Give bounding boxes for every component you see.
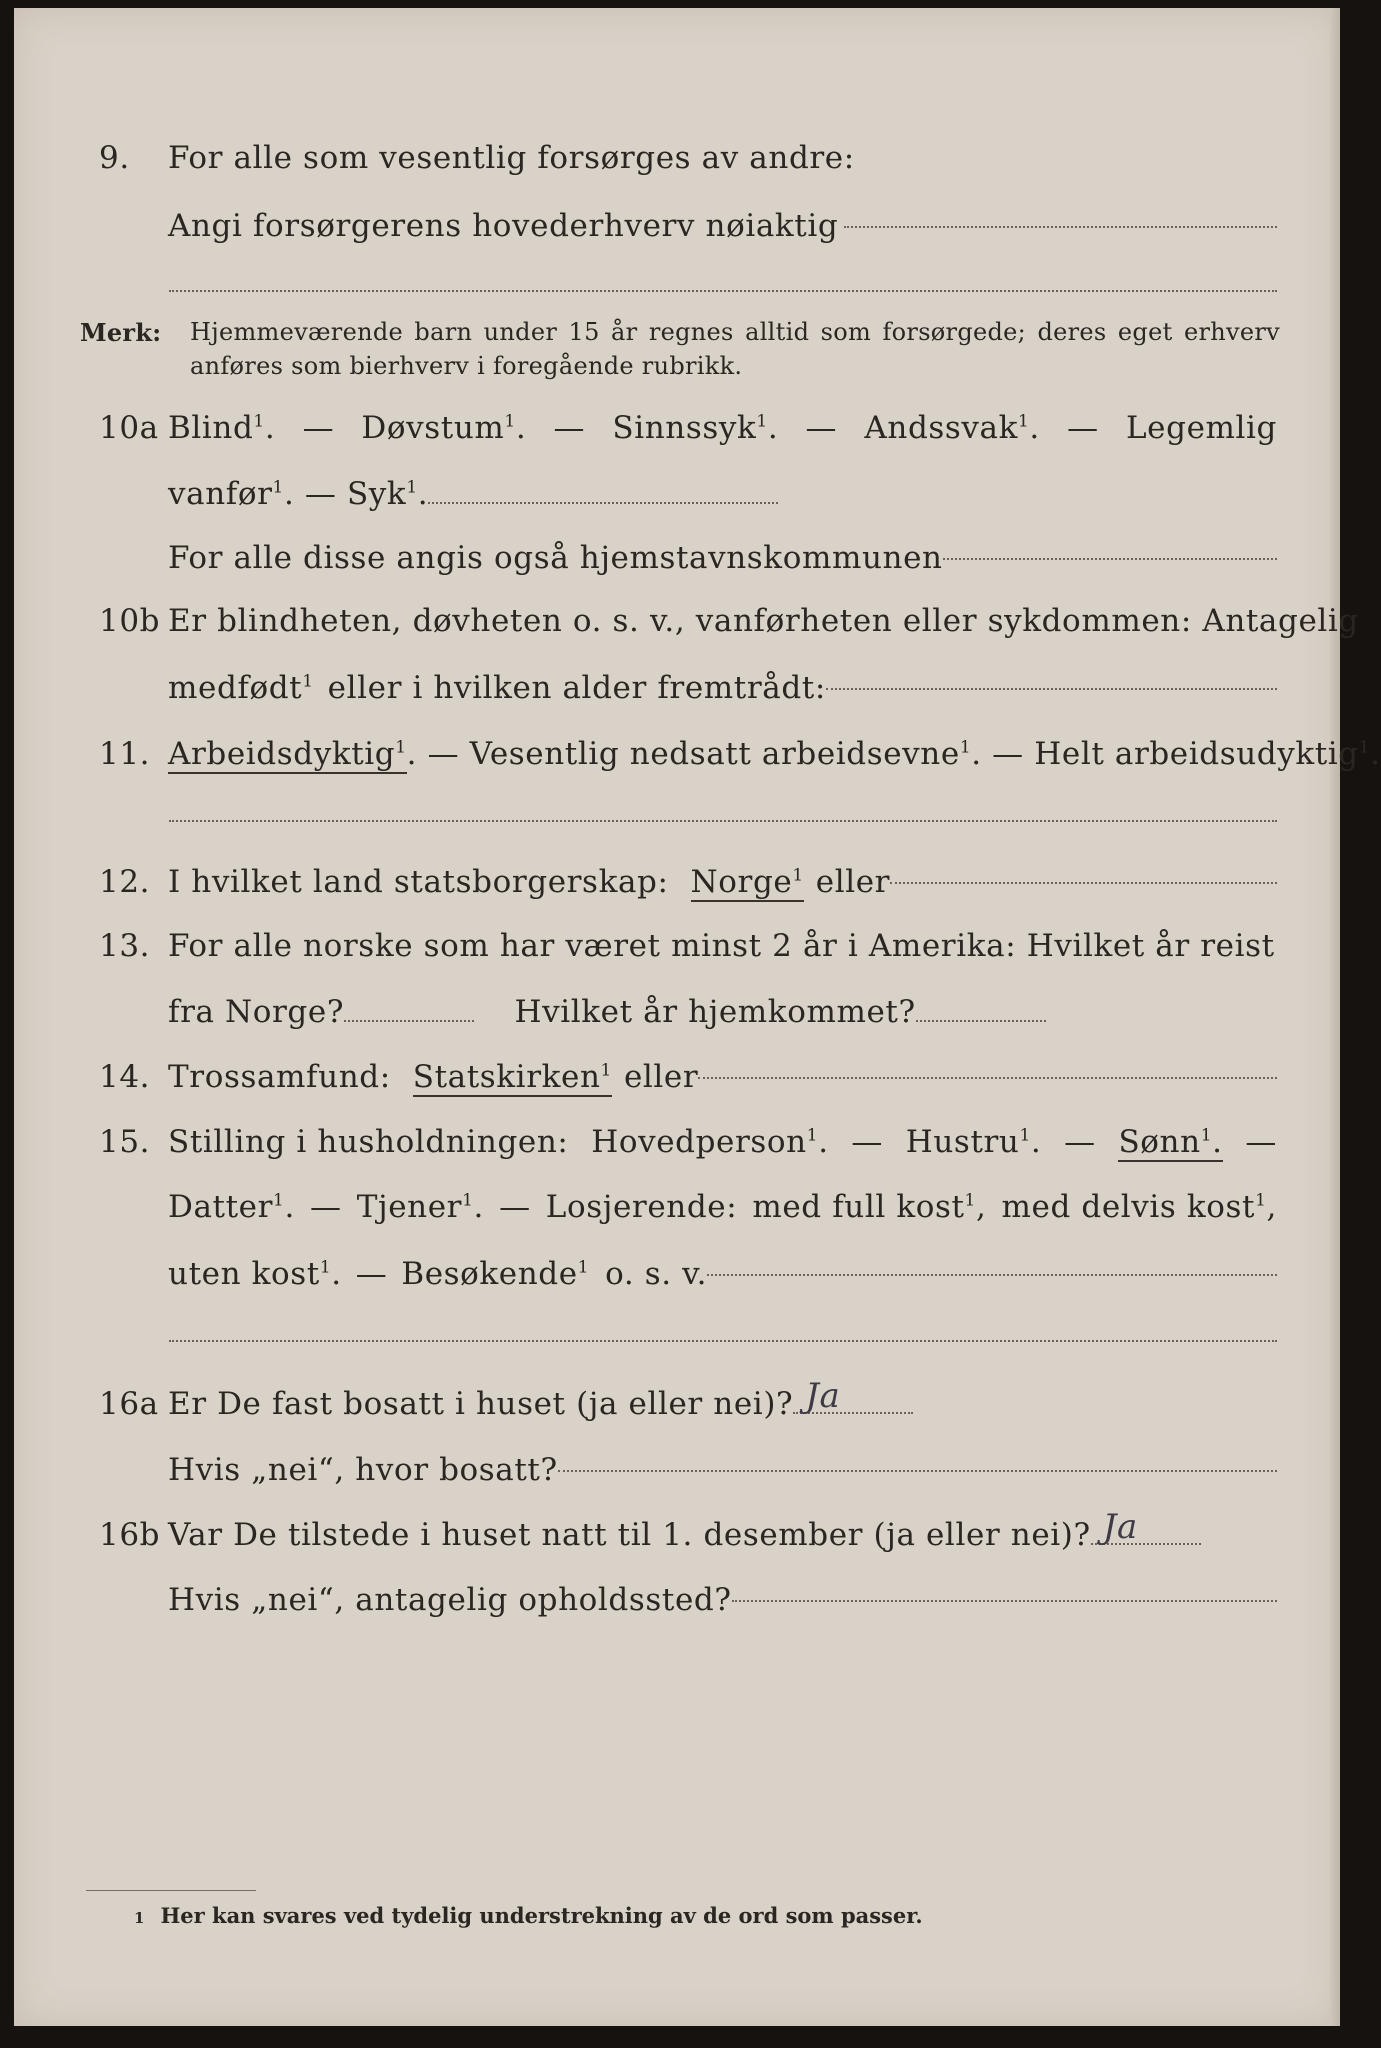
answer-field-year-returned[interactable] xyxy=(916,1002,1046,1022)
option-hustru[interactable]: Hustru$^1$. xyxy=(905,1124,1042,1160)
question-number: 11. xyxy=(99,736,151,772)
option-medfodt: medfødt$^1$ xyxy=(168,670,314,706)
question-number: 15. xyxy=(99,1124,151,1160)
separator: — xyxy=(499,1189,531,1225)
answer-field[interactable] xyxy=(1091,1507,1201,1547)
question-text: Er De fast bosatt i huset (ja eller nei)? xyxy=(168,1386,794,1422)
option-delvis-kost[interactable]: med delvis kost$^1$, xyxy=(1001,1189,1277,1225)
note-text: Hjemmeværende barn under 15 år regnes alltid som forsørgede; deres eget erhverv anføres som bierhverv i foregående rubrikk. xyxy=(190,318,1280,380)
answer-field[interactable] xyxy=(793,1376,913,1416)
option-helt-arbeidsudyktig[interactable]: Helt arbeidsudyktig$^1$ xyxy=(1034,736,1371,772)
page-edge xyxy=(1330,8,1340,2026)
option-uten-kost[interactable]: uten kost$^1$. xyxy=(168,1256,342,1292)
answer-field-year-left[interactable] xyxy=(344,1002,474,1022)
answer-field[interactable] xyxy=(698,1059,1277,1079)
question-text: Hvis „nei“, hvor bosatt? xyxy=(168,1452,558,1488)
question-text: Hvilket år hjemkommet? xyxy=(514,994,916,1030)
question-text: For alle som vesentlig forsørges av andre: xyxy=(168,140,855,176)
census-form-page: 9. For alle som vesentlig forsørges av andre: Angi forsørgerens hovederhverv nøiaktig Merk: Hjemmeværende barn under 15 år regnes alltid som forsørgede; deres eget erhverv anføres som bierhverv i foregående rubrikk. 10a Blind$^1$. — Døvstum$^1$. — Sinnssyk$^1$. — Andssvak$^1$. — Legemlig vanfør$^1$. — Syk$^1$. For alle disse angis også hjemstavnskommunen 10b Er blindheten, døvheten o. s. v., vanførheten eller sykdommen: Antagelig medfødt$^1$ eller i hvilken alder fremtrådt: 11. Arbeidsdyktig$^1$. — Vesentlig nedsatt arbeidsevne$^1$. — Helt arbeidsudyktig$^1$. 12. I hvilket land statsborgerskap: Norge$^1$ eller 13. For alle norske som har været minst 2 år i Amerika: Hvilket år reist fra Norge? Hvilket år hjemkommet? 14. Trossamfund: Statskirken$^1$ eller 15. Stilling i husholdningen: Hovedperson$^1$. — Hustru$^1$. — Sønn$^1$. — Datter$^1$. — Tjener$^1$. — Losjerende: med full kost$^1$, med delvis kost$^1$, uten kost$^1$. — Besøkende$^1$ o. s. v. 16a Er De fast bosatt i huset (ja eller nei)? Ja Hvis „nei“, hvor bosatt? 16b Var De tilstede i huset natt til 1. desember (ja eller nei)? Ja Hvis „nei“, antagelig opholdssted? 1 Her kan svares ved tydelig understrekning av de ord som passer. xyxy=(14,8,1340,2026)
separator: — xyxy=(805,410,838,446)
question-text: fra Norge? xyxy=(168,994,345,1030)
option-syk: Syk$^1$. xyxy=(346,476,429,512)
option-blind: Blind$^1$. xyxy=(168,410,276,446)
option-dovstum: Døvstum$^1$. xyxy=(361,410,527,446)
question-text: eller i hvilken alder fremtrådt: xyxy=(327,670,826,706)
footnote-rule xyxy=(86,1890,256,1891)
answer-field[interactable] xyxy=(826,670,1277,690)
option-sonn-underlined[interactable]: Sønn$^1$. xyxy=(1118,1124,1223,1160)
question-text: For alle disse angis også hjemstavnskommunen xyxy=(168,540,943,576)
answer-line[interactable] xyxy=(169,820,1277,822)
separator: — xyxy=(553,410,586,446)
option-tjener[interactable]: Tjener$^1$. xyxy=(356,1189,484,1225)
question-number: 13. xyxy=(99,928,151,964)
option-statskirken-underlined[interactable]: Statskirken$^1$ xyxy=(412,1059,612,1095)
handwritten-answer: Ja xyxy=(805,1376,841,1416)
separator: — xyxy=(355,1256,388,1292)
separator: — xyxy=(304,476,337,512)
answer-field[interactable] xyxy=(732,1582,1277,1602)
option-besokende[interactable]: Besøkende$^1$ xyxy=(401,1256,590,1292)
handwritten-answer: Ja xyxy=(1102,1507,1138,1547)
option-nedsatt-arbeidsevne[interactable]: Vesentlig nedsatt arbeidsevne$^1$ xyxy=(469,736,972,772)
question-text: Trossamfund: xyxy=(168,1059,391,1095)
footnote-mark: 1 xyxy=(134,1909,145,1927)
separator: — xyxy=(1245,1124,1277,1160)
answer-line[interactable] xyxy=(169,290,1277,292)
question-number: 14. xyxy=(99,1059,151,1095)
note-label: Merk: xyxy=(80,318,162,347)
answer-line[interactable] xyxy=(169,1340,1277,1342)
separator: — xyxy=(302,410,335,446)
question-text: Stilling i husholdningen: xyxy=(168,1124,569,1160)
question-text: Angi forsørgerens hovederhverv nøiaktig xyxy=(168,208,839,244)
separator: — xyxy=(310,1189,342,1225)
option-full-kost[interactable]: med full kost$^1$, xyxy=(752,1189,987,1225)
question-text: Var De tilstede i huset natt til 1. desember (ja eller nei)? xyxy=(168,1517,1091,1553)
question-text: Hvis „nei“, antagelig opholdssted? xyxy=(168,1582,732,1618)
separator: — xyxy=(427,736,460,772)
answer-field[interactable] xyxy=(707,1256,1277,1276)
separator: — xyxy=(1064,1124,1096,1160)
footnote-text: Her kan svares ved tydelig understrekning av de ord som passer. xyxy=(160,1903,923,1928)
option-andssvak: Andssvak$^1$. xyxy=(864,410,1040,446)
option-vanfor: vanfør$^1$. xyxy=(168,476,295,512)
question-number: 10a xyxy=(99,410,159,446)
option-norge-underlined[interactable]: Norge$^1$ xyxy=(690,864,804,900)
question-text: I hvilket land statsborgerskap: xyxy=(168,864,669,900)
question-number: 10b xyxy=(99,603,161,639)
option-hovedperson[interactable]: Hovedperson$^1$. xyxy=(591,1124,829,1160)
option-arbeidsdyktig-underlined[interactable]: Arbeidsdyktig$^1$ xyxy=(168,736,407,772)
option-losjerende: Losjerende: xyxy=(545,1189,738,1225)
question-number: 9. xyxy=(99,140,130,176)
option-legemlig: Legemlig xyxy=(1126,410,1277,446)
question-number: 16a xyxy=(99,1386,159,1422)
option-datter[interactable]: Datter$^1$. xyxy=(168,1189,295,1225)
footnote xyxy=(134,1903,923,1928)
option-eller: eller xyxy=(623,1059,699,1095)
answer-field[interactable] xyxy=(943,540,1277,560)
answer-field[interactable] xyxy=(428,484,778,504)
question-text: For alle norske som har været minst 2 år i Amerika: Hvilket år reist xyxy=(168,928,1275,964)
answer-field[interactable] xyxy=(890,864,1277,884)
option-eller: eller xyxy=(815,864,891,900)
option-sinnssyk: Sinnssyk$^1$. xyxy=(612,410,779,446)
separator: — xyxy=(1067,410,1099,446)
question-text: Er blindheten, døvheten o. s. v., vanførheten eller sykdommen: Antagelig xyxy=(168,603,1359,639)
question-number: 12. xyxy=(99,864,151,900)
separator: — xyxy=(992,736,1024,772)
question-number: 16b xyxy=(99,1517,161,1553)
option-osv: o. s. v. xyxy=(605,1256,708,1292)
answer-field[interactable] xyxy=(844,208,1277,228)
separator: — xyxy=(851,1124,883,1160)
answer-field[interactable] xyxy=(558,1452,1277,1472)
